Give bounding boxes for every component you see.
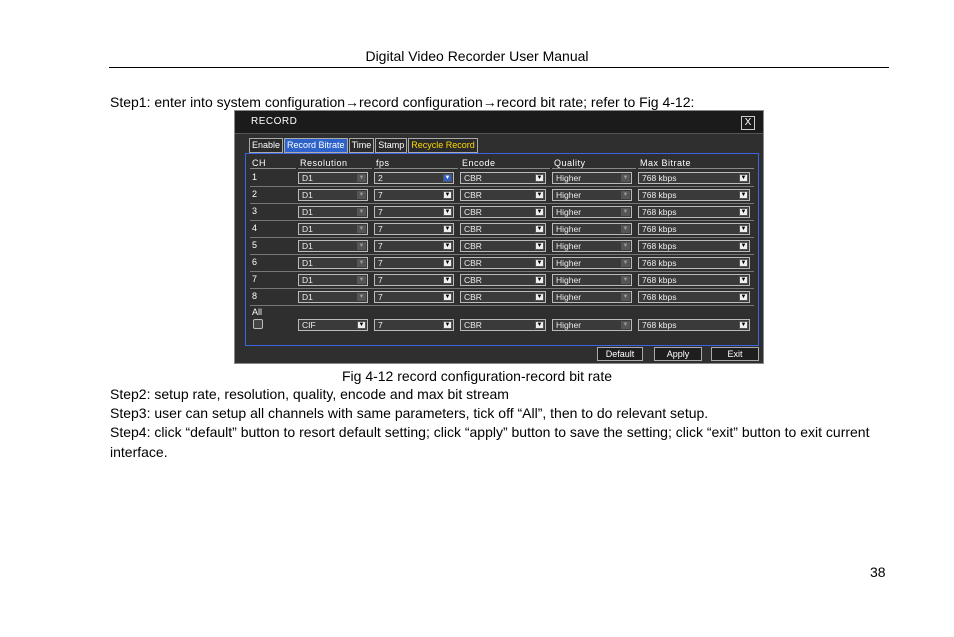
tab-record-bitrate[interactable]: Record Bitrate	[284, 138, 348, 153]
chevron-down-icon[interactable]: ▼	[358, 192, 365, 198]
chevron-down-icon[interactable]: ▼	[740, 260, 747, 266]
column-header: CH	[250, 157, 296, 169]
bitrate-select[interactable]	[638, 257, 750, 269]
chevron-down-icon[interactable]: ▼	[622, 277, 629, 283]
chevron-down-icon[interactable]: ▼	[740, 175, 747, 181]
select-value: CBR	[464, 173, 482, 183]
quality-select[interactable]	[552, 240, 632, 252]
encode-select[interactable]	[460, 206, 546, 218]
chevron-down-icon[interactable]: ▼	[536, 243, 543, 249]
select-value: 7	[378, 320, 383, 330]
select-value: 7	[378, 292, 383, 302]
quality-select[interactable]	[552, 291, 632, 303]
tab-recycle-record[interactable]: Recycle Record	[408, 138, 478, 153]
chevron-down-icon[interactable]: ▼	[740, 226, 747, 232]
bitrate-select[interactable]	[638, 206, 750, 218]
table-row	[250, 289, 754, 306]
select-value: CBR	[464, 224, 482, 234]
select-value: Higher	[556, 207, 582, 217]
select-value: Higher	[556, 241, 582, 251]
select-value: 768 kbps	[642, 258, 677, 268]
tab-time[interactable]: Time	[349, 138, 375, 153]
select-value: 768 kbps	[642, 224, 677, 234]
chevron-down-icon[interactable]: ▼	[740, 294, 747, 300]
chevron-down-icon[interactable]: ▼	[444, 322, 451, 328]
page-header-title: Digital Video Recorder User Manual	[365, 48, 589, 64]
chevron-down-icon[interactable]: ▼	[536, 277, 543, 283]
fps-select[interactable]	[374, 257, 454, 269]
chevron-down-icon[interactable]: ▼	[358, 294, 365, 300]
select-value: 7	[378, 190, 383, 200]
select-value: 7	[378, 224, 383, 234]
select-value: Higher	[556, 173, 582, 183]
quality-select[interactable]	[552, 274, 632, 286]
fps-select[interactable]	[374, 223, 454, 235]
table-row	[250, 170, 754, 187]
chevron-down-icon[interactable]: ▼	[740, 277, 747, 283]
resolution-select[interactable]	[298, 189, 368, 201]
select-value: Higher	[556, 224, 582, 234]
resolution-select[interactable]	[298, 206, 368, 218]
chevron-down-icon[interactable]: ▼	[358, 260, 365, 266]
bitrate-select[interactable]	[638, 223, 750, 235]
select-value: 768 kbps	[642, 320, 677, 330]
table-row	[250, 221, 754, 238]
chevron-down-icon[interactable]: ▼	[358, 243, 365, 249]
select-value: 768 kbps	[642, 173, 677, 183]
chevron-down-icon[interactable]: ▼	[444, 294, 451, 300]
encode-select[interactable]	[460, 172, 546, 184]
select-value: D1	[302, 190, 313, 200]
chevron-down-icon[interactable]: ▼	[740, 192, 747, 198]
channel-number: 7	[252, 274, 258, 284]
table-row	[250, 238, 754, 255]
bitrate-select[interactable]	[638, 189, 750, 201]
channel-number: 8	[252, 291, 258, 301]
step2-text: Step2: setup rate, resolution, quality, encode and max bit stream	[110, 386, 509, 402]
select-value: CBR	[464, 292, 482, 302]
chevron-down-icon[interactable]: ▼	[358, 277, 365, 283]
chevron-down-icon[interactable]: ▼	[622, 294, 629, 300]
encode-select[interactable]	[460, 257, 546, 269]
quality-select[interactable]	[552, 206, 632, 218]
tab-enable[interactable]: Enable	[249, 138, 283, 153]
resolution-select[interactable]	[298, 223, 368, 235]
encode-select[interactable]	[460, 223, 546, 235]
column-header: Quality	[552, 157, 636, 169]
select-value: 2	[378, 173, 383, 183]
fps-select[interactable]	[374, 172, 454, 184]
select-value: D1	[302, 207, 313, 217]
select-value: CIF	[302, 320, 316, 330]
channel-number: 5	[252, 240, 258, 250]
all-checkbox[interactable]	[253, 319, 263, 329]
select-value: CBR	[464, 207, 482, 217]
tab-stamp[interactable]: Stamp	[375, 138, 407, 153]
chevron-down-icon[interactable]: ▼	[536, 175, 543, 181]
chevron-down-icon[interactable]: ▼	[622, 175, 629, 181]
all-resolution-select[interactable]	[298, 319, 368, 331]
chevron-down-icon[interactable]: ▼	[622, 260, 629, 266]
column-header: Encode	[460, 157, 550, 169]
channel-number: 1	[252, 172, 258, 182]
resolution-select[interactable]	[298, 257, 368, 269]
chevron-down-icon[interactable]: ▼	[358, 322, 365, 328]
chevron-down-icon[interactable]: ▼	[740, 243, 747, 249]
column-header: Max Bitrate	[638, 157, 754, 169]
select-value: 7	[378, 258, 383, 268]
resolution-select[interactable]	[298, 274, 368, 286]
chevron-down-icon[interactable]: ▼	[536, 192, 543, 198]
step3-text: Step3: user can setup all channels with same parameters, tick off “All”, then to do relevant setup.	[110, 405, 709, 421]
encode-select[interactable]	[460, 274, 546, 286]
quality-select[interactable]	[552, 223, 632, 235]
fps-select[interactable]	[374, 291, 454, 303]
chevron-down-icon[interactable]: ▼	[536, 209, 543, 215]
select-value: Higher	[556, 275, 582, 285]
column-header: Resolution	[298, 157, 372, 169]
bitrate-select[interactable]	[638, 172, 750, 184]
close-icon[interactable]: X	[741, 116, 755, 130]
chevron-down-icon[interactable]: ▼	[444, 277, 451, 283]
select-value: D1	[302, 224, 313, 234]
column-header: fps	[374, 157, 458, 169]
record-window	[234, 110, 764, 364]
chevron-down-icon[interactable]: ▼	[536, 226, 543, 232]
select-value: 768 kbps	[642, 292, 677, 302]
chevron-down-icon[interactable]: ▼	[622, 243, 629, 249]
record-title: RECORD	[251, 116, 298, 127]
channel-number: 3	[252, 206, 258, 216]
record-tabs	[249, 138, 479, 153]
select-value: D1	[302, 292, 313, 302]
fps-select[interactable]	[374, 206, 454, 218]
chevron-down-icon[interactable]: ▼	[622, 209, 629, 215]
select-value: Higher	[556, 258, 582, 268]
fps-select[interactable]	[374, 274, 454, 286]
all-label: All	[252, 307, 263, 317]
encode-select[interactable]	[460, 291, 546, 303]
step4-text: Step4: click “default” button to resort default setting; click “apply” button to save the setting; click “exit” button to exit current interface.	[110, 424, 870, 460]
encode-select[interactable]	[460, 240, 546, 252]
channel-number: 4	[252, 223, 258, 233]
quality-select[interactable]	[552, 257, 632, 269]
chevron-down-icon[interactable]: ▼	[444, 243, 451, 249]
chevron-down-icon[interactable]: ▼	[444, 260, 451, 266]
channel-number: 2	[252, 189, 258, 199]
figure-caption: Fig 4-12 record configuration-record bit rate	[341, 368, 613, 384]
select-value: 768 kbps	[642, 207, 677, 217]
all-encode-select[interactable]	[460, 319, 546, 331]
bitrate-select[interactable]	[638, 240, 750, 252]
chevron-down-icon[interactable]: ▼	[622, 322, 629, 328]
resolution-select[interactable]	[298, 240, 368, 252]
chevron-down-icon[interactable]: ▼	[358, 175, 365, 181]
table-row	[250, 204, 754, 221]
chevron-down-icon[interactable]: ▼	[622, 226, 629, 232]
chevron-down-icon[interactable]: ▼	[740, 209, 747, 215]
fps-select[interactable]	[374, 240, 454, 252]
encode-select[interactable]	[460, 189, 546, 201]
step1-text: Step1: enter into system configuration→record configuration→record bit rate; refer to Fig 4-12:	[110, 94, 695, 110]
chevron-down-icon[interactable]: ▼	[536, 294, 543, 300]
header-rule	[109, 67, 889, 68]
chevron-down-icon[interactable]: ▼	[444, 192, 451, 198]
select-value: Higher	[556, 320, 582, 330]
select-value: CBR	[464, 320, 482, 330]
all-fps-select[interactable]	[374, 319, 454, 331]
chevron-down-icon[interactable]: ▼	[622, 192, 629, 198]
quality-select[interactable]	[552, 189, 632, 201]
select-value: D1	[302, 275, 313, 285]
select-value: Higher	[556, 292, 582, 302]
all-quality-select[interactable]	[552, 319, 632, 331]
select-value: CBR	[464, 258, 482, 268]
fps-select[interactable]	[374, 189, 454, 201]
select-value: 768 kbps	[642, 241, 677, 251]
bitrate-panel	[245, 153, 759, 346]
bitrate-select[interactable]	[638, 291, 750, 303]
table-row	[250, 272, 754, 289]
chevron-down-icon[interactable]: ▼	[358, 209, 365, 215]
select-value: CBR	[464, 190, 482, 200]
select-value: 768 kbps	[642, 275, 677, 285]
select-value: 7	[378, 275, 383, 285]
page-number: 38	[870, 564, 886, 580]
chevron-down-icon[interactable]: ▼	[358, 226, 365, 232]
table-row	[250, 255, 754, 272]
bitrate-select[interactable]	[638, 274, 750, 286]
select-value: 768 kbps	[642, 190, 677, 200]
chevron-down-icon[interactable]: ▼	[536, 322, 543, 328]
channel-number: 6	[252, 257, 258, 267]
chevron-down-icon[interactable]: ▼	[536, 260, 543, 266]
select-value: 7	[378, 207, 383, 217]
chevron-down-icon[interactable]: ▼	[740, 322, 747, 328]
select-value: 7	[378, 241, 383, 251]
select-value: D1	[302, 241, 313, 251]
chevron-down-icon[interactable]: ▼	[444, 209, 451, 215]
chevron-down-icon[interactable]: ▼	[444, 226, 451, 232]
quality-select[interactable]	[552, 172, 632, 184]
resolution-select[interactable]	[298, 291, 368, 303]
all-channels-row	[250, 317, 754, 334]
default-button[interactable]: Default	[597, 347, 643, 361]
resolution-select[interactable]	[298, 172, 368, 184]
select-value: D1	[302, 258, 313, 268]
chevron-down-icon[interactable]: ▼	[444, 175, 451, 181]
exit-button[interactable]: Exit	[711, 347, 759, 361]
record-titlebar	[235, 111, 763, 134]
select-value: CBR	[464, 275, 482, 285]
apply-button[interactable]: Apply	[654, 347, 702, 361]
select-value: Higher	[556, 190, 582, 200]
select-value: CBR	[464, 241, 482, 251]
all-bitrate-select[interactable]	[638, 319, 750, 331]
table-row	[250, 187, 754, 204]
select-value: D1	[302, 173, 313, 183]
